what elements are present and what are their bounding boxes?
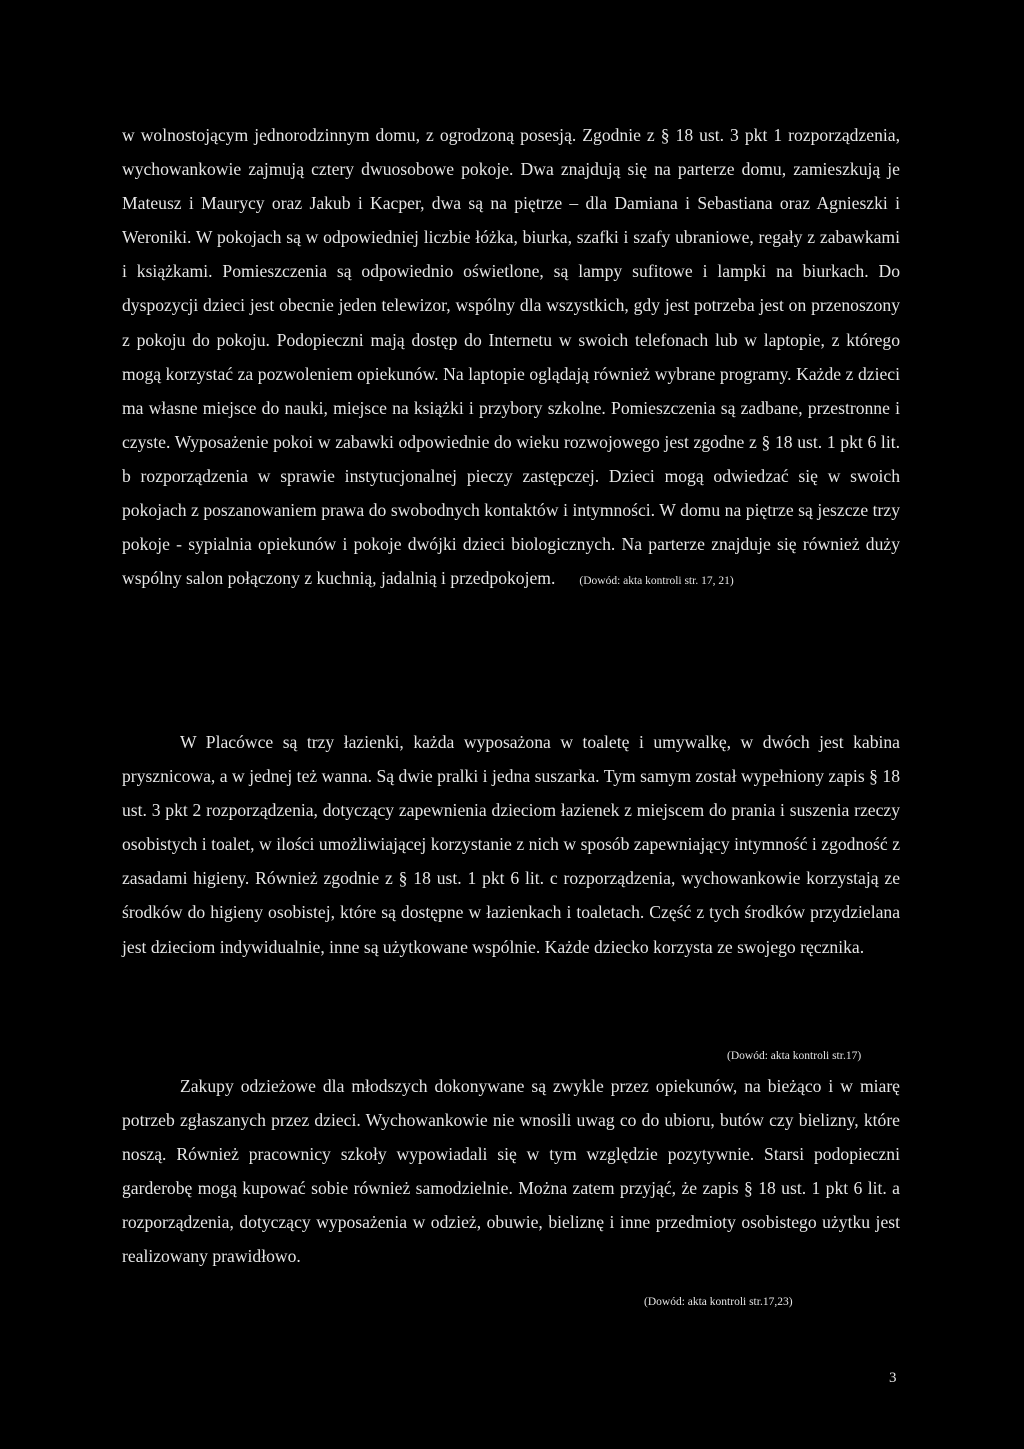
- citation-3: (Dowód: akta kontroli str.17,23): [644, 1296, 793, 1308]
- citation-1: (Dowód: akta kontroli str. 17, 21): [579, 575, 734, 588]
- paragraph-3: [122, 1069, 900, 1274]
- paragraph-2: [122, 725, 900, 964]
- citation-2: (Dowód: akta kontroli str.17): [727, 1050, 862, 1062]
- paragraph-1: [122, 118, 900, 598]
- page-number: 3: [889, 1370, 897, 1386]
- paragraph-2-text: W Placówce są trzy łazienki, każda wyposażona w toaletę i umywalkę, w dwóch jest kabina prysznicowa, a w jednej też wanna. Są dwie pralki i jedna suszarka. Tym samym został wypełniony zapis § 18 ust. 3 pkt 2 rozporządzenia, dotyczący zapewnienia dzieciom łazienek z miejscem do prania i suszenia rzeczy osobistych i toalet, w ilości umożliwiającej korzystanie z nich w sposób zapewniający intymność i zgodność z zasadami higieny. Również zgodnie z § 18 ust. 1 pkt 6 lit. c rozporządzenia, wychowankowie korzystają ze środków do higieny osobistej, które są dostępne w łazienkach i toaletach. Część z tych środków przydzielana jest dzieciom indywidualnie, inne są użytkowane wspólnie. Każde dziecko korzysta ze swojego ręcznika.: [122, 732, 900, 957]
- paragraph-3-text: Zakupy odzieżowe dla młodszych dokonywane są zwykle przez opiekunów, na bieżąco i w miarę potrzeb zgłaszanych przez dzieci. Wychowankowie nie wnosili uwag co do ubioru, butów czy bielizny, które noszą. Również pracownicy szkoły wypowiadali się w tym względzie pozytywnie. Starsi podopieczni garderobę mogą kupować sobie również samodzielnie. Można zatem przyjąć, że zapis § 18 ust. 1 pkt 6 lit. a rozporządzenia, dotyczący wyposażenia w odzież, obuwie, bieliznę i inne przedmioty osobistego użytku jest realizowany prawidłowo.: [122, 1076, 900, 1267]
- paragraph-1-text: w wolnostojącym jednorodzinnym domu, z ogrodzoną posesją. Zgodnie z § 18 ust. 3 pkt 1 rozporządzenia, wychowankowie zajmują cztery dwuosobowe pokoje. Dwa znajdują się na parterze domu, zamieszkują je Mateusz i Maurycy oraz Jakub i Kacper, dwa są na piętrze – dla Damiana i Sebastiana oraz Agnieszki i Weroniki. W pokojach są w odpowiedniej liczbie łóżka, biurka, szafki i szafy ubraniowe, regały z zabawkami i książkami. Pomieszczenia są odpowiednio oświetlone, są lampy sufitowe i lampki na biurkach. Do dyspozycji dzieci jest obecnie jeden telewizor, wspólny dla wszystkich, gdy jest potrzeba jest on przenoszony z pokoju do pokoju. Podopieczni mają dostęp do Internetu w swoich telefonach lub w laptopie, z którego mogą korzystać za pozwoleniem opiekunów. Na laptopie oglądają również wybrane programy. Każde z dzieci ma własne miejsce do nauki, miejsce na książki i przybory szkolne. Pomieszczenia są zadbane, przestronne i czyste. Wyposażenie pokoi w zabawki odpowiednie do wieku rozwojowego jest zgodne z § 18 ust. 1 pkt 6 lit. b rozporządzenia w sprawie instytucjonalnej pieczy zastępczej. Dzieci mogą odwiedzać się w swoich pokojach z poszanowaniem prawa do swobodnych kontaktów i intymności. W domu na piętrze są jeszcze trzy pokoje - sypialnia opiekunów i pokoje dwójki dzieci biologicznych. Na parterze znajduje się również duży wspólny salon połączony z kuchnią, jadalnią i przedpokojem.: [122, 125, 900, 589]
